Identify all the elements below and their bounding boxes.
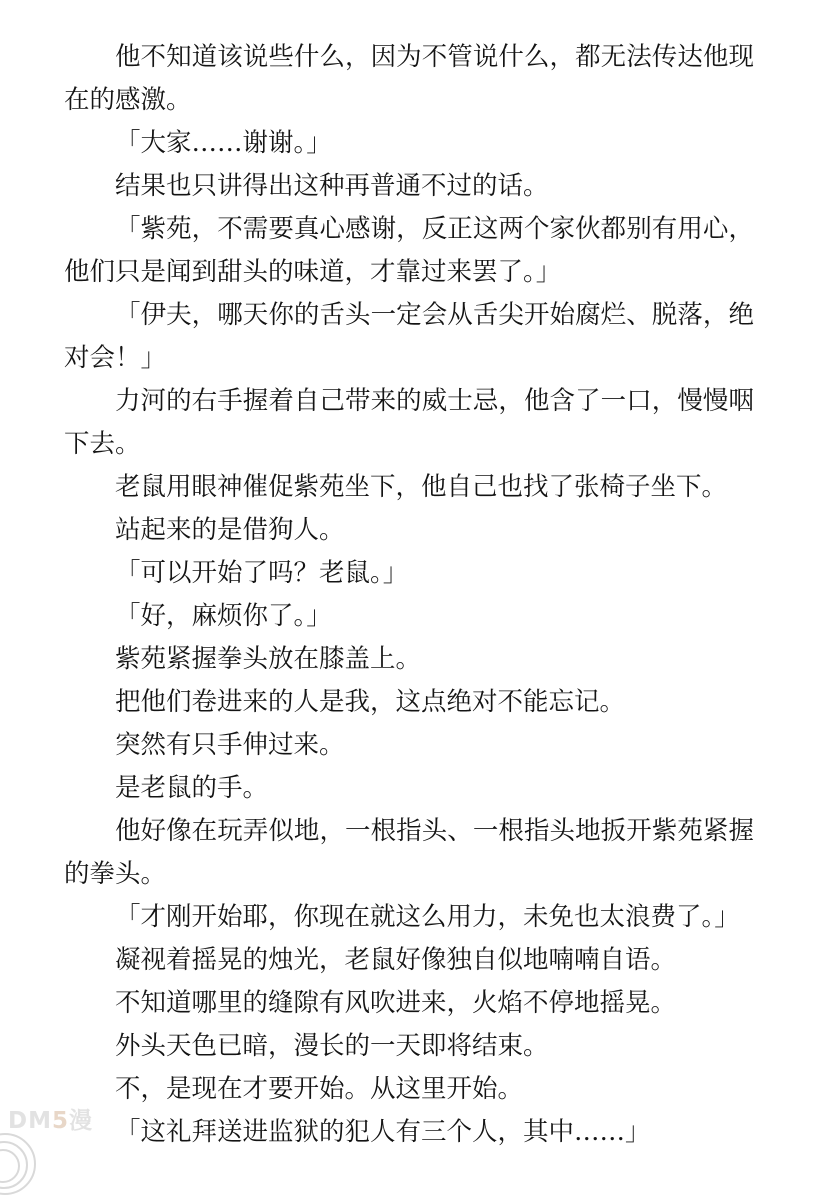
paragraph: 「这礼拜送进监狱的犯人有三个人，其中……」	[115, 1117, 651, 1147]
paragraph: 「伊夫，哪天你的舌头一定会从舌尖开始腐烂、脱落，绝对会！」	[64, 300, 754, 373]
paragraph: 突然有只手伸过来。	[115, 730, 345, 760]
paragraph: 力河的右手握着自己带来的威士忌，他含了一口，慢慢咽下去。	[64, 386, 754, 459]
paragraph: 是老鼠的手。	[115, 773, 269, 803]
paragraph: 「可以开始了吗？老鼠。」	[115, 558, 409, 588]
paragraph: 外头天色已暗，漫长的一天即将结束。	[115, 1031, 549, 1061]
paragraph: 「紫苑，不需要真心感谢，反正这两个家伙都别有用心，他们只是闻到甜头的味道，才靠过来罢了。」	[64, 214, 754, 287]
paragraph: 凝视着摇晃的烛光，老鼠好像独自似地喃喃自语。	[115, 945, 677, 975]
corner-arc-outer	[0, 1133, 36, 1195]
watermark-accent: 5	[51, 1108, 69, 1134]
paragraph: 「好，麻烦你了。」	[115, 601, 332, 631]
paragraph: 老鼠用眼神催促紫苑坐下，他自己也找了张椅子坐下。	[115, 472, 728, 502]
paragraph: 他不知道该说些什么，因为不管说什么，都无法传达他现在的感激。	[64, 42, 754, 115]
paragraph: 不知道哪里的缝隙有风吹进来，火焰不停地摇晃。	[115, 988, 677, 1018]
paragraph: 「大家……谢谢。」	[115, 128, 332, 158]
paragraph: 把他们卷进来的人是我，这点绝对不能忘记。	[115, 687, 626, 717]
novel-body-text	[64, 36, 754, 1154]
paragraph: 不，是现在才要开始。从这里开始。	[115, 1074, 524, 1104]
paragraph: 结果也只讲得出这种再普通不过的话。	[115, 171, 549, 201]
corner-arc-decoration	[0, 1135, 34, 1169]
paragraph: 站起来的是借狗人。	[115, 515, 345, 545]
paragraph: 紫苑紧握拳头放在膝盖上。	[115, 644, 422, 674]
watermark-prefix: DM	[8, 1108, 52, 1134]
paragraph: 「才刚开始耶，你现在就这么用力，未免也太浪费了。」	[115, 902, 740, 932]
paragraph: 他好像在玩弄似地，一根指头、一根指头地扳开紫苑紧握的拳头。	[64, 816, 754, 889]
watermark-suffix: 漫	[69, 1108, 93, 1134]
watermark-logo	[8, 1102, 93, 1135]
